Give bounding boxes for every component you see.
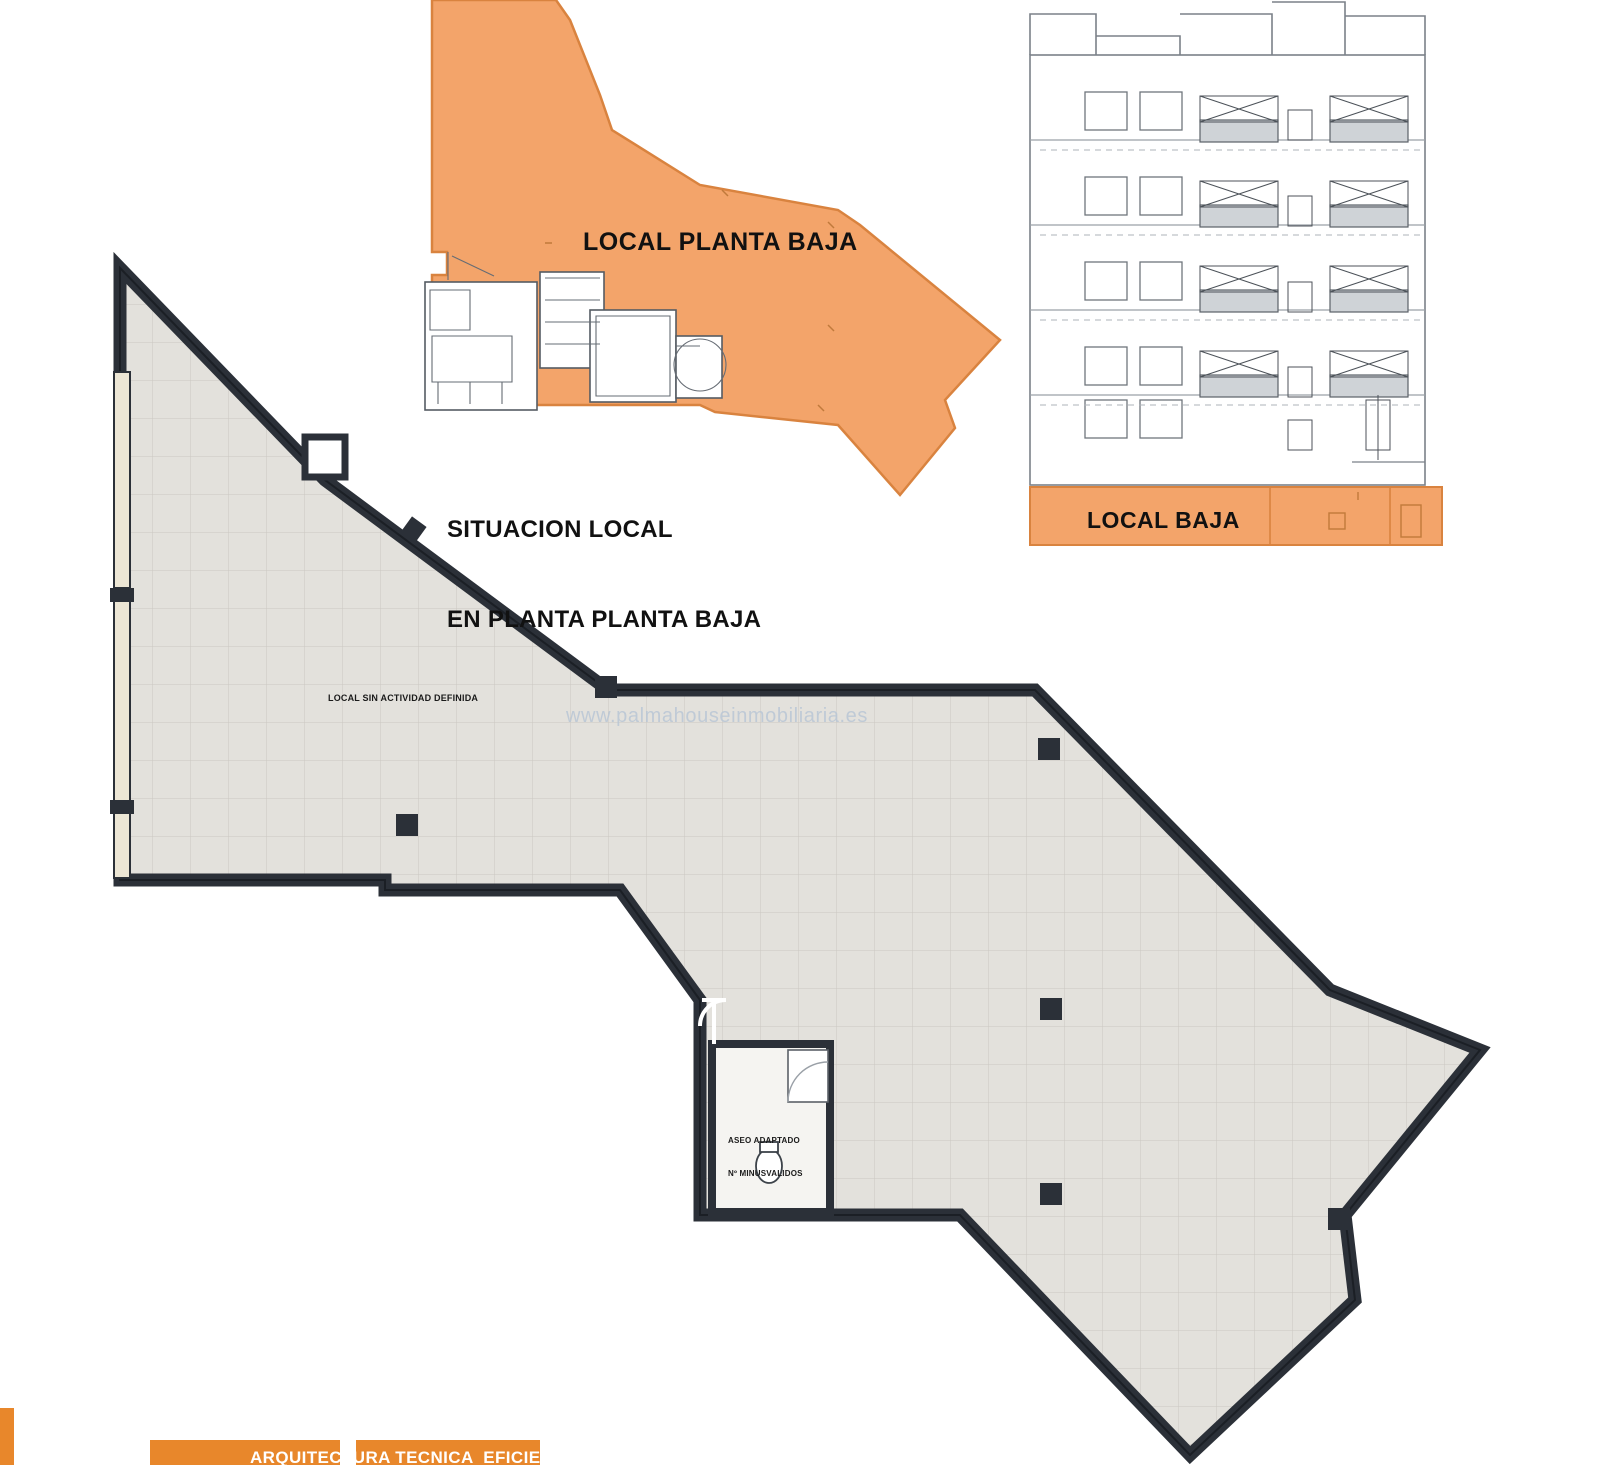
- key-plan-caption: [447, 455, 761, 695]
- aseo-label-line2: Nº MINUSVALIDOS: [728, 1169, 803, 1178]
- column-2: [1040, 998, 1062, 1020]
- bottom-banner-text: ARQUITECTURA TECNICA EFICIENCIA: [250, 1448, 584, 1467]
- elevation-group: [1030, 2, 1442, 545]
- column-3: [1040, 1183, 1062, 1205]
- elevation-title: LOCAL BAJA: [1087, 507, 1240, 533]
- key-plan-title: LOCAL PLANTA BAJA: [583, 228, 858, 256]
- facade-glazing: [110, 372, 134, 878]
- corner-closet: [305, 437, 345, 477]
- column-1: [396, 814, 418, 836]
- key-plan-caption-line2: EN PLANTA PLANTA BAJA: [447, 606, 762, 633]
- aseo-label-line1: ASEO ADAPTADO: [728, 1136, 800, 1145]
- key-plan-caption-line1: SITUACION LOCAL: [447, 516, 673, 543]
- room-label-aseo-adaptado: [728, 1113, 803, 1201]
- watermark-text: www.palmahouseinmobiliaria.es: [566, 705, 868, 727]
- room-label-local-sin-actividad: LOCAL SIN ACTIVIDAD DEFINIDA: [328, 693, 479, 703]
